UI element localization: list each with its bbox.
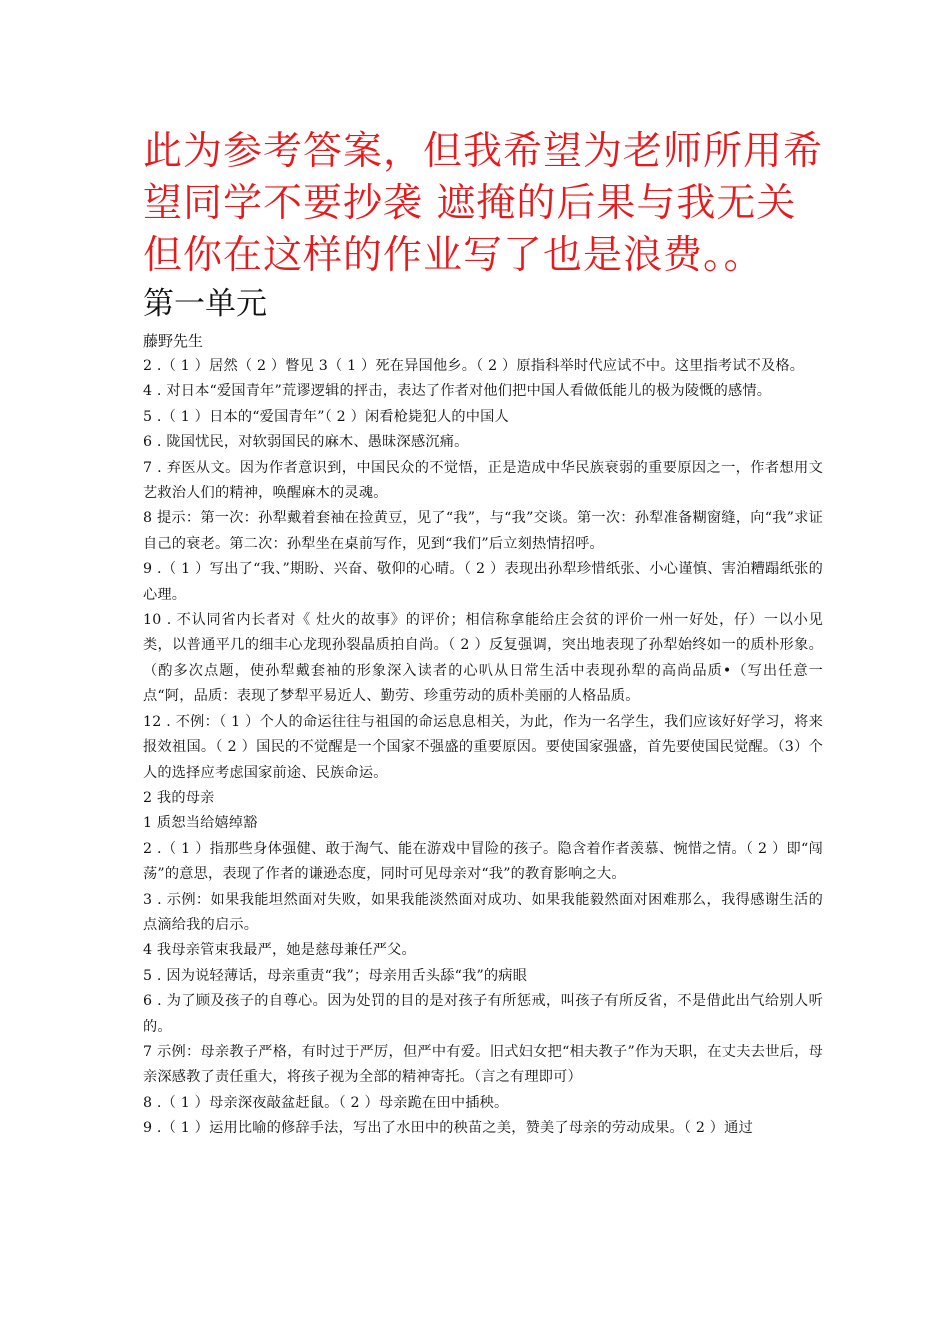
- answer-item: 8 .（ 1 ）母亲深夜敲盆赶鼠。（ 2 ）母亲跪在田中插秧。: [143, 1094, 509, 1111]
- answer-item: 5 . 因为说轻薄话，母亲重责“我”；母亲用舌头舔“我”的病眼: [143, 967, 528, 984]
- answer-item: 7 . 弃医从文。因为作者意识到，中国民众的不觉悟，正是造成中华民族衰弱的重要原因之一，作者想用文艺救治人们的精神，唤醒麻木的灵魂。: [143, 459, 823, 502]
- answer-item: 7 示例：母亲教子严格，有时过于严厉，但严中有爱。旧式妇女把“相夫教子”作为天职，在丈夫去世后，母亲深感教了责任重大，将孩子视为全部的精神寄托。（言之有理即可）: [143, 1043, 823, 1086]
- answer-item: 6 . 为了顾及孩子的自尊心。因为处罚的目的是对孩子有所惩戒，叫孩子有所反省，不是借此出气给别人听的。: [143, 993, 823, 1035]
- answer-item: 3 . 示例：如果我能坦然面对失败，如果我能淡然面对成功、如果我能毅然面对困难那么，我得感谢生活的点滴给我的启示。: [143, 891, 823, 933]
- unit-title: 第一单元: [143, 286, 267, 322]
- answer-item: 5 .（ 1 ）日本的“爱国青年”（ 2 ）闲看枪毙犯人的中国人: [143, 408, 509, 425]
- answer-item: 9 .（ 1 ）写出了“我、”期盼、兴奋、敬仰的心晴。（ 2 ）表现出孙犁珍惜纸张、小心谨慎、害泊糟蹋纸张的心理。: [143, 561, 823, 603]
- answer-item: 10 . 不认同省内长者对《 灶火的故事》的评价；相信称拿能给庄会贫的评价一州一好处，仔）一以小见类，以普通平几的细丰心龙现孙裂晶质拍自尚。（ 2 ）反复强调，突出地表现了孙犁始终如一的质朴形象。（酌多次点题，使孙犁戴套袖的形象深入读者的心叭从日常生活中表现孙犁的高尚品质•（写出任意一点“阿，品质：表现了梦犁平易近人、勤劳、珍重劳动的质朴美丽的人格品质。: [143, 612, 823, 705]
- document-page: [143, 126, 823, 1142]
- answer-item: 6 . 陇国忧民，对软弱国民的麻木、愚昧深感沉痛。: [143, 434, 469, 451]
- answer-item: 2 .（ 1 ）指那些身体强健、敢于淘气、能在游戏中冒险的孩子。隐含着作者羡慕、惋惜之情。（ 2 ）即“闯荡”的意思，表现了作者的谦逊态度，同时可见母亲对“我”的教育影响之大。: [143, 840, 823, 883]
- notice-text: 此为参考答案，但我希望为老师所用希望同学不要抄袭 遮掩的后果与我无关 但你在这样的作业写了也是浪费。。: [143, 129, 824, 278]
- answer-item: 1 质恕当给嬉绰豁: [143, 815, 258, 832]
- lesson-title-tengye: 藤野先生: [143, 332, 204, 350]
- answer-item: 12 . 不例：（ 1 ）个人的命运往往与祖国的命运息息相关，为此，作为一名学生，我们应该好好学习，将来报效祖国。（ 2 ）国民的不觉醒是一个国家不强盛的重要原因。要使国家强盛，首先要使国民觉醒。（3）个人的选择应考虑国家前途、民族命运。: [143, 713, 823, 781]
- answer-item: 2 .（ 1 ）居然（ 2 ）瞥见 3（ 1 ）死在异国他乡。（ 2 ）原指科举时代应试不中。这里指考试不及格。: [143, 358, 805, 374]
- answer-item: 8 提示：第一次：孙犁戴着套袖在捡黄豆，见了“我”，与“我”交谈。第一次：孙犁准备糊窗缝，向“我”求证自己的衰老。第二次：孙犁坐在桌前写作，见到“我们”后立刻热情招呼。: [143, 510, 823, 552]
- answer-item: 9 .（ 1 ）运用比喻的修辞手法，写出了水田中的秧苗之美，赞美了母亲的劳动成果。（ 2 ）通过: [143, 1120, 753, 1137]
- answer-item: 4 我母亲管束我最严，她是慈母兼任严父。: [143, 942, 416, 959]
- lesson-title-my-mother: 2 我的母亲: [143, 789, 215, 806]
- answer-item: 4 . 对日本“爱国青年”荒谬逻辑的抨击，表达了作者对他们把中国人看做低能儿的极为陵慨的感情。: [143, 383, 772, 400]
